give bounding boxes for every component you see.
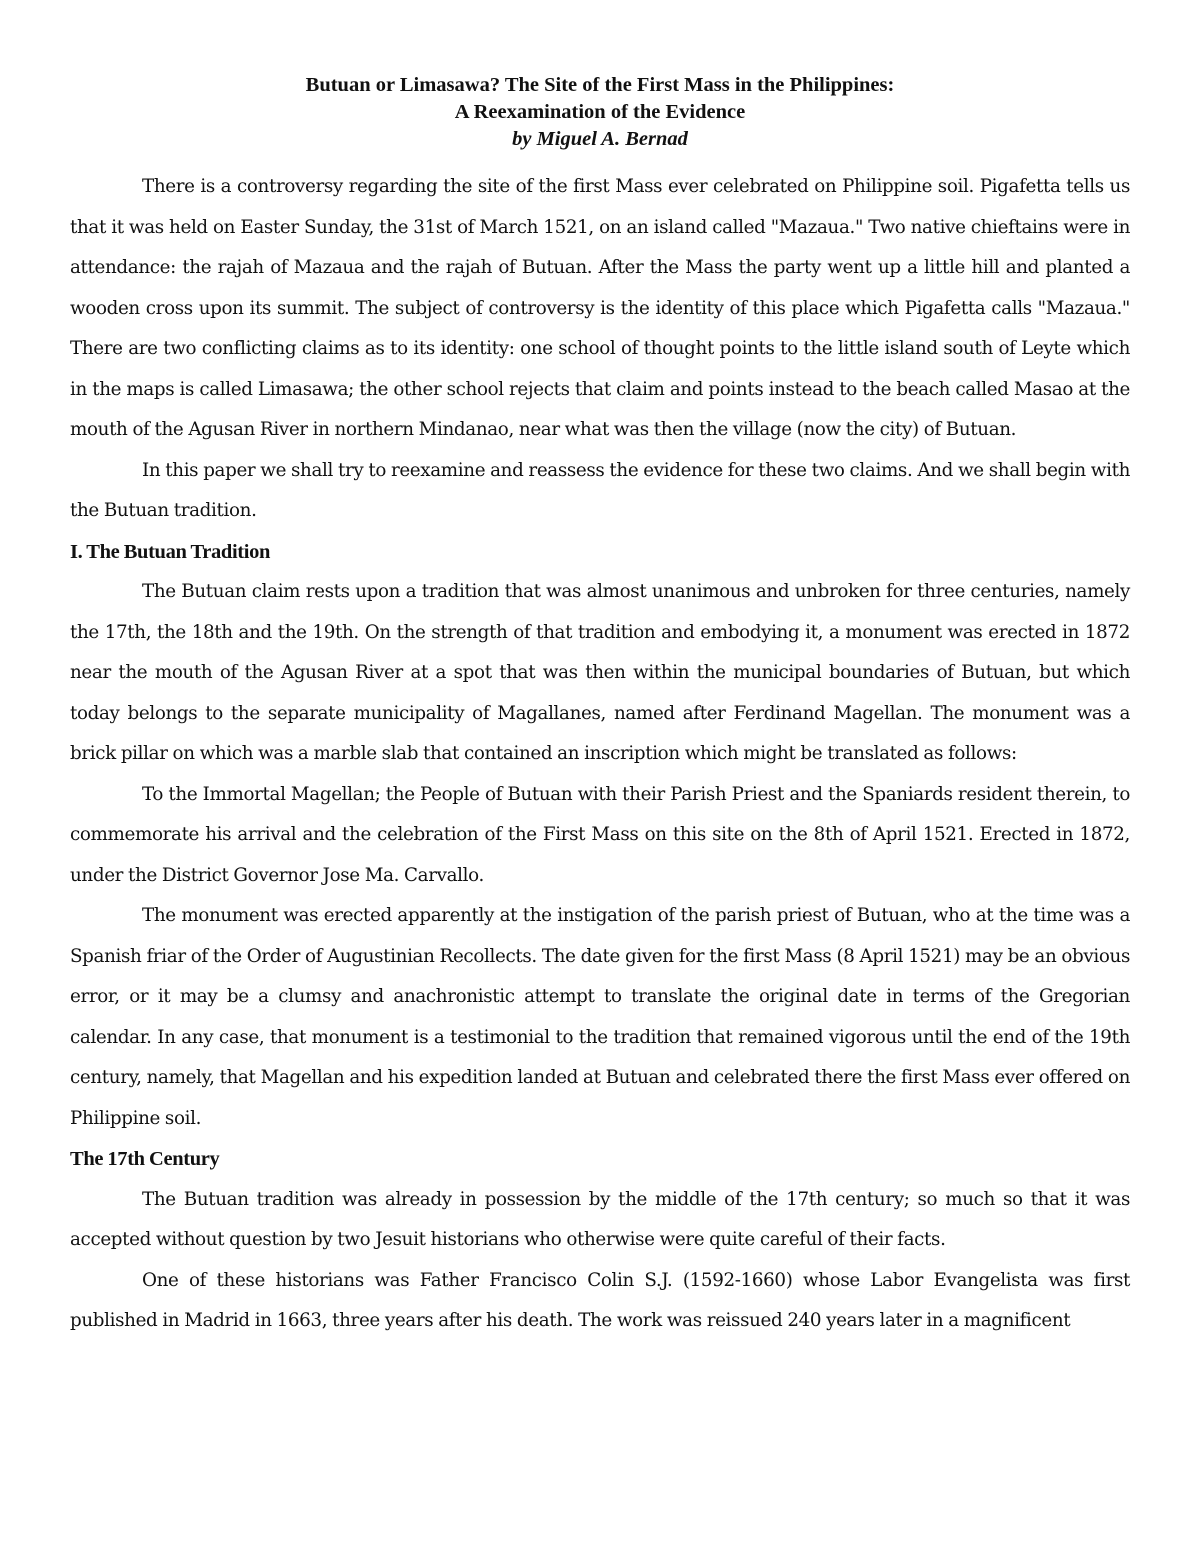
author-byline: by Miguel A. Bernad [512, 128, 688, 150]
document-title-line-2: A Reexamination of the Evidence [454, 101, 746, 123]
title-block [70, 72, 1130, 153]
butuan-paragraph-3: The monument was erected apparently at the instigation of the parish priest of Butuan, who at the time was a Spanish friar of the Order of Augustinian Recollects. The date given for the first Mass (8 April 1521) may be an obvious error, or it may be a clumsy and anachronistic attempt to translate the original date in terms of the Gregorian calendar. In any case, that monument is a testimonial to the tradition that remained vigorous until the end of the 19th century, namely, that Magellan and his expedition landed at Butuan and celebrated there the first Mass ever offered on Philippine soil. [70, 905, 1130, 1129]
century-paragraph-2: One of these historians was Father Francisco Colin S.J. (1592-1660) whose Labor Evangelista was first published in Madrid in 1663, three years after his death. The work was reissued 240 years later in a magnificent [70, 1269, 1130, 1331]
century-paragraph-1: The Butuan tradition was already in possession by the middle of the 17th century; so much so that it was accepted without question by two Jesuit historians who otherwise were quite careful of their facts. [70, 1188, 1130, 1250]
intro-paragraph-2: In this paper we shall try to reexamine and reassess the evidence for these two claims. And we shall begin with the Butuan tradition. [70, 459, 1130, 521]
section-heading-17th-century: The 17th Century [70, 1148, 220, 1170]
document-title-line-1: Butuan or Limasawa? The Site of the First Mass in the Philippines: [305, 74, 895, 96]
section-heading-butuan-tradition: I. The Butuan Tradition [70, 540, 271, 563]
document-body [70, 167, 1130, 1342]
butuan-paragraph-1: The Butuan claim rests upon a tradition that was almost unanimous and unbroken for three centuries, namely the 17th, the 18th and the 19th. On the strength of that tradition and embodying it, a monument was erected in 1872 near the mouth of the Agusan River at a spot that was then within the municipal boundaries of Butuan, but which today belongs to the separate municipality of Magallanes, named after Ferdinand Magellan. The monument was a brick pillar on which was a marble slab that contained an inscription which might be translated as follows: [70, 581, 1130, 764]
intro-paragraph-1: There is a controversy regarding the site of the first Mass ever celebrated on Philippine soil. Pigafetta tells us that it was held on Easter Sunday, the 31st of March 1521, on an island called "Mazaua." Two native chieftains were in attendance: the rajah of Mazaua and the rajah of Butuan. After the Mass the party went up a little hill and planted a wooden cross upon its summit. The subject of controversy is the identity of this place which Pigafetta calls "Mazaua." There are two conflicting claims as to its identity: one school of thought points to the little island south of Leyte which in the maps is called Limasawa; the other school rejects that claim and points instead to the beach called Masao at the mouth of the Agusan River in northern Mindanao, near what was then the village (now the city) of Butuan. [70, 176, 1130, 440]
inscription-paragraph: To the Immortal Magellan; the People of Butuan with their Parish Priest and the Spaniards resident therein, to commemorate his arrival and the celebration of the First Mass on this site on the 8th of April 1521. Erected in 1872, under the District Governor Jose Ma. Carvallo. [70, 783, 1130, 886]
